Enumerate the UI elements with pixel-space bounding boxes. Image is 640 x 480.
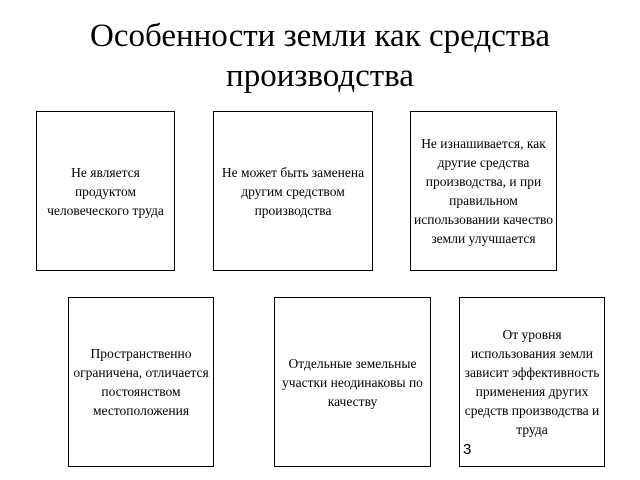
feature-box-text: Отдельные земельные участки неодинаковы по качеству xyxy=(282,355,423,409)
slide-title xyxy=(0,16,640,96)
feature-box-efficiency-dependence xyxy=(459,297,605,467)
feature-box-spatially-limited xyxy=(68,297,214,467)
feature-box-text: От уровня использования земли зависит эффективность применения других средств производства и труда xyxy=(464,327,600,437)
feature-box-irreplaceable xyxy=(213,111,373,271)
slide-number: 3 xyxy=(463,441,472,458)
feature-box-text: Не изнашивается, как другие средства производства, и при правильном использовании качество земли улучшается xyxy=(414,136,553,246)
feature-box-unequal-quality xyxy=(274,297,431,467)
feature-box-not-product-of-labor xyxy=(36,111,175,271)
slide-title-line-1: Особенности земли как средства xyxy=(89,18,551,54)
feature-box-text: Не является продуктом человеческого труда xyxy=(47,164,164,218)
slide-title-line-2: производства xyxy=(226,58,414,94)
feature-box-does-not-wear-out xyxy=(410,111,557,271)
feature-box-text: Не может быть заменена другим средством производства xyxy=(221,164,365,218)
feature-box-text: Пространственно ограничена, отличается постоянством местоположения xyxy=(73,346,209,418)
